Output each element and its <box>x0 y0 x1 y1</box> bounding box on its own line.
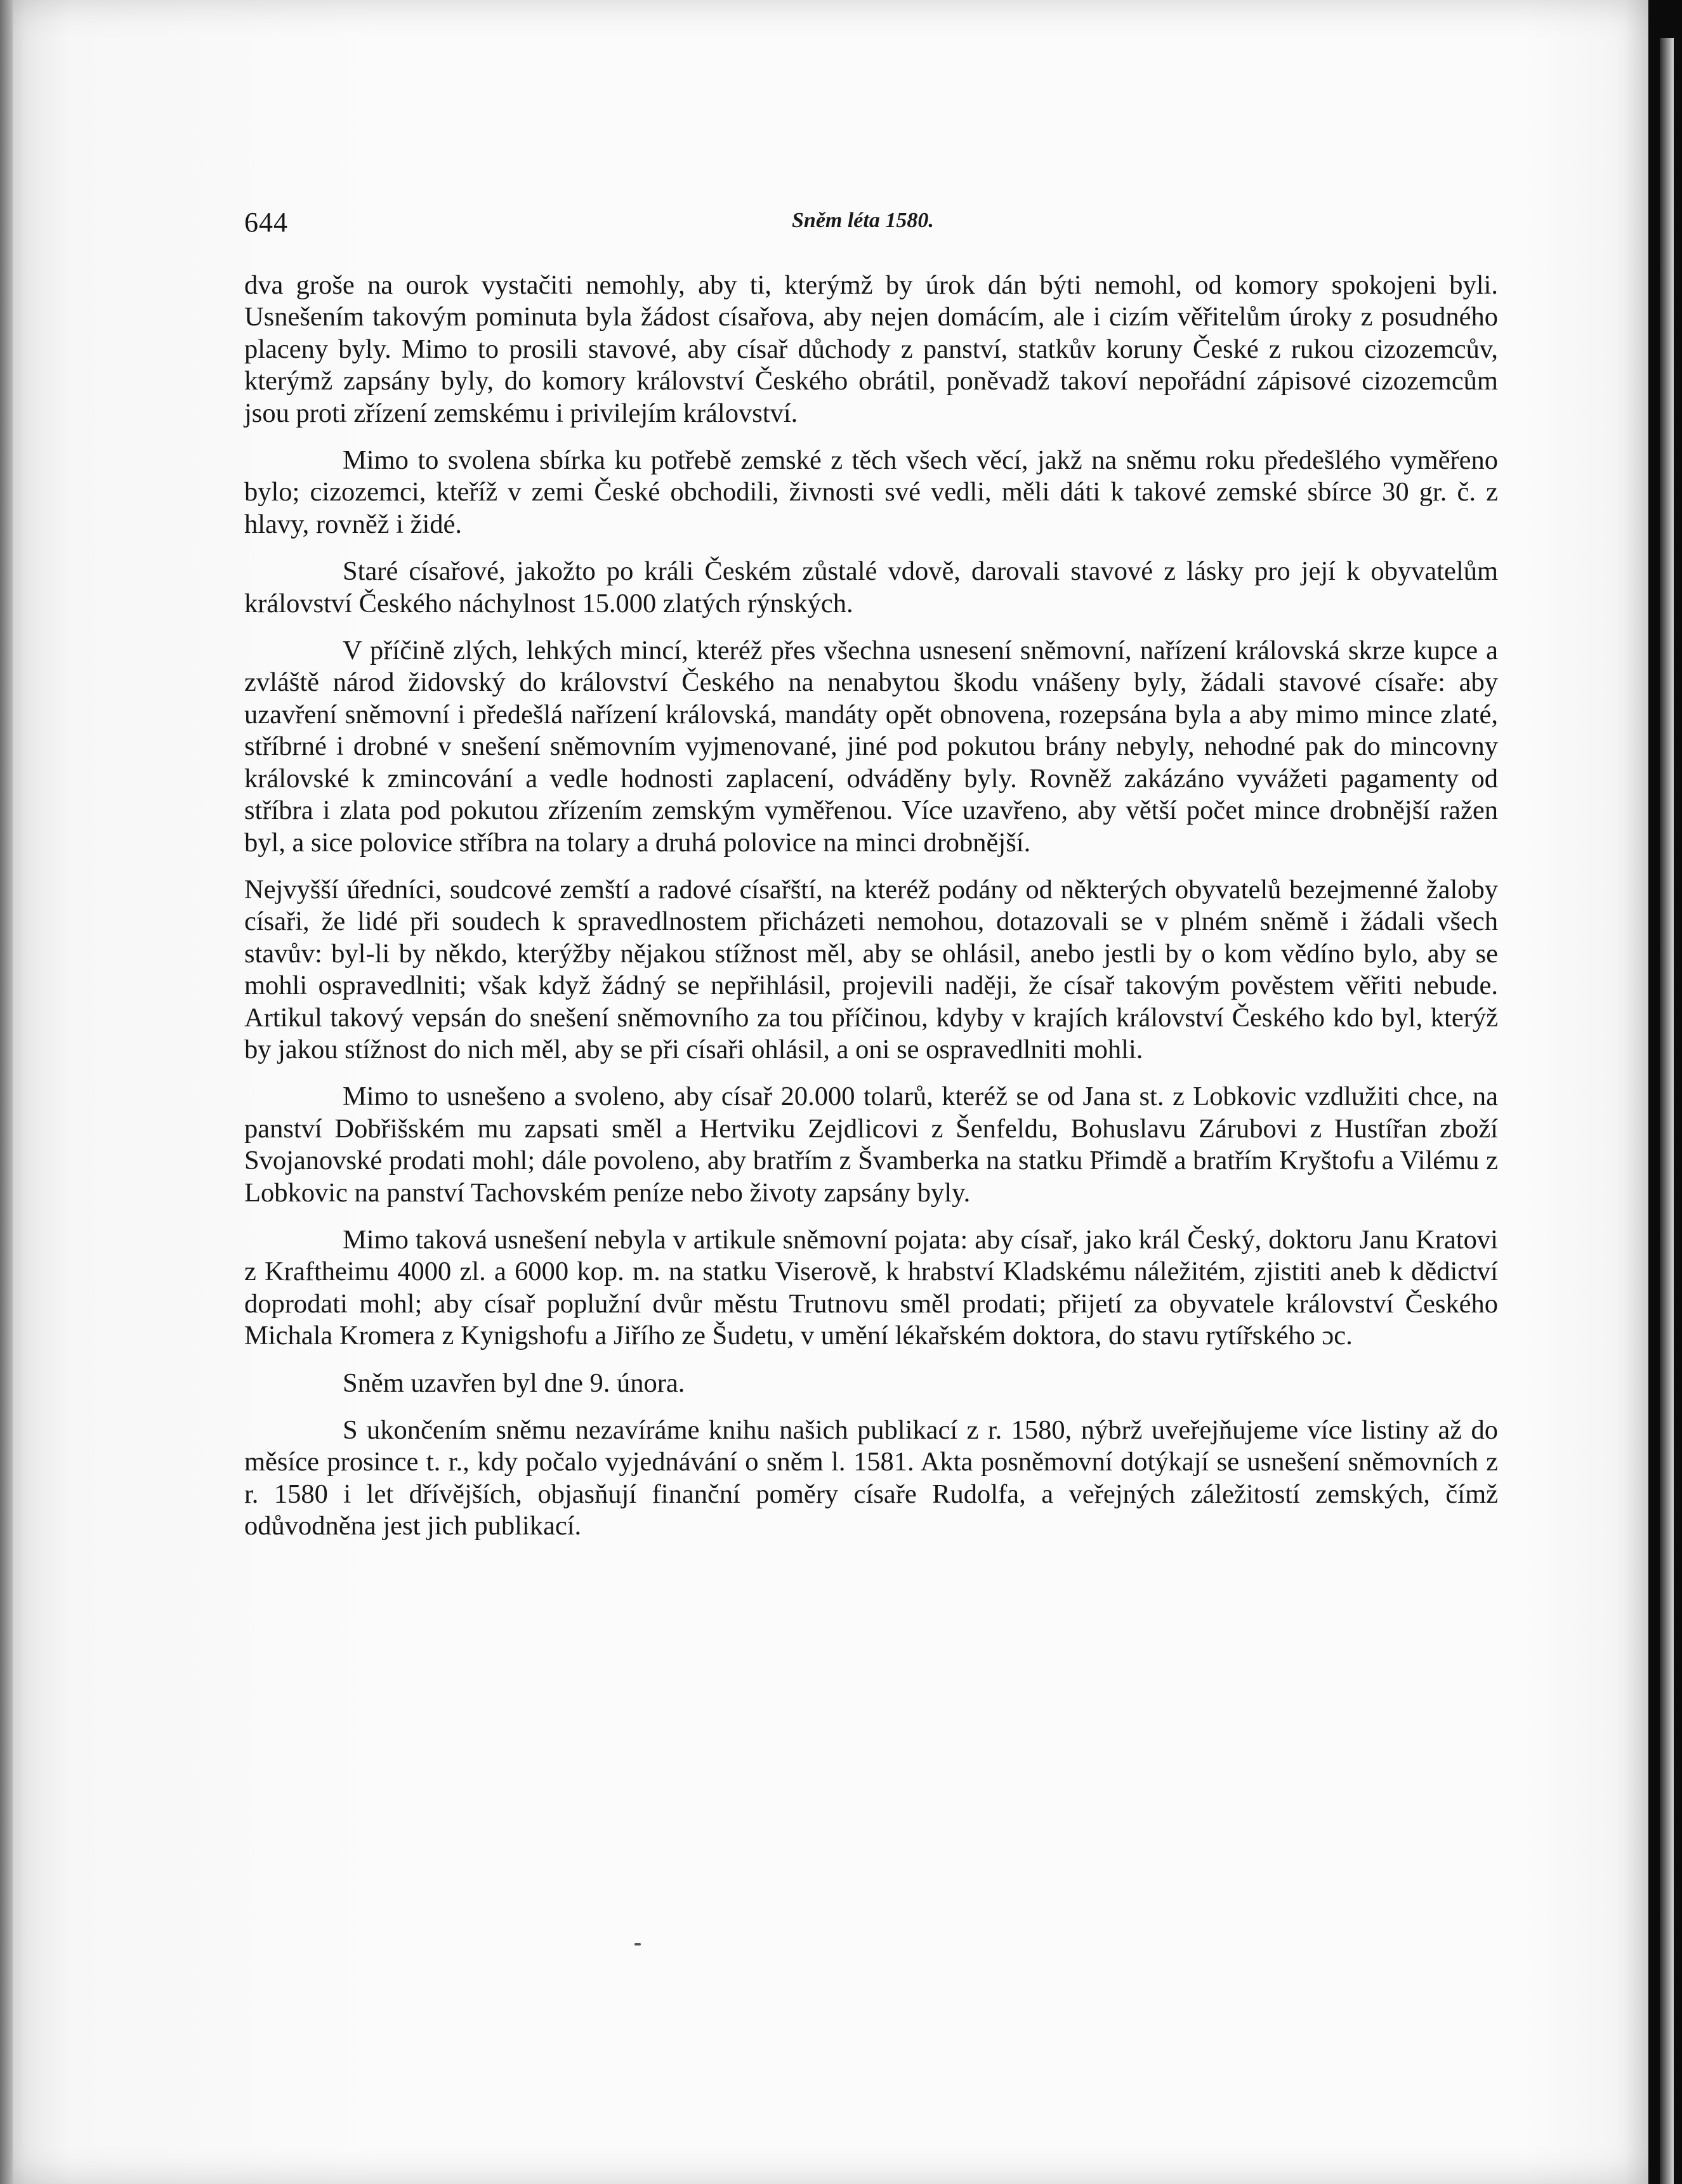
paragraph-1: dva groše na ourok vystačiti nemohly, aby ti, kterýmž by úrok dán býti nemohl, od komory spokojeni byli. Usnešením takovým pominuta byla žádost císařova, aby nejen domácím, ale i cizím věřitelům úroky z posudného placeny byly. Mimo to prosili stavové, aby císař důchody z panství, statkův koruny České z rukou cizozemcův, kterýmž zapsány byly, do komory království Českého obrátil, poněvadž takoví nepořádní zápisové cizozemcům jsou proti zřízení zemskému i privilejím království. <box>244 270 1498 428</box>
paragraph-3: Staré císařové, jakožto po králi Českém zůstalé vdově, darovali stavové z lásky pro její k obyvatelům království Českého náchylnost 15.000 zlatých rýnských. <box>244 556 1498 618</box>
scan-speck <box>634 1943 641 1945</box>
paragraph-7: Mimo taková usnešení nebyla v artikule sněmovní pojata: aby císař, jako král Český, doktoru Janu Kratovi z Kraftheimu 4000 zl. a 6000 kop. m. na statku Viserově, k hrabství Kladskému náležitém, zjistiti aneb k dědictví doprodati mohl; aby císař poplužní dvůr městu Trutnovu směl prodati; přijetí za obyvatele království Českého Michala Kromera z Kynigshofu a Jiřího ze Šudetu, v umění lékařském doktora, do stavu rytířského ɔc. <box>244 1224 1498 1351</box>
page-left-edge-shadow <box>0 0 13 2184</box>
paragraph-4: V příčině zlých, lehkých mincí, kteréž přes všechna usnesení sněmovní, nařízení královská skrze kupce a zvláště národ židovský do království Českého na nenabytou škodu vnášeny byly, žádali stavové císaře: aby uzavření sněmovní i předešlá nařízení královská, mandáty opět obnovena, rozepsána byla a aby mimo mince zlaté, stříbrné i drobné v snešení sněmovním vyjmenované, jiné pod pokutou brány nebyly, nehodné pak do mincovny královské k zmincování a vedle hodnosti zaplacení, odváděny byly. Rovněž zakázáno vyvážeti pagamenty od stříbra i zlata pod pokutou zřízením zemským vyměřenou. Více uzavřeno, aby větší počet mince drobnější ražen byl, a sice polovice stříbra na tolary a druhá polovice na minci drobnější. <box>244 636 1498 858</box>
running-header <box>244 206 1437 244</box>
paragraph-9: S ukončením sněmu nezavíráme knihu našich publikací z r. 1580, nýbrž uveřejňujeme více listiny až do měsíce prosince t. r., kdy počalo vyjednávání o sněm l. 1581. Akta posněmovní dotýkají se usnešení sněmovních z r. 1580 i let dřívějších, objasňují finanční poměry císaře Rudolfa, a veřejných záležitostí zemských, čímž odůvodněna jest jich publikací. <box>244 1415 1498 1541</box>
paragraph-2: Mimo to svolena sbírka ku potřebě zemské z těch všech věcí, jakž na sněmu roku předešlého vyměřeno bylo; cizozemci, kteříž v zemi České obchodili, živnosti své vedli, měli dáti k takové zemské sbírce 30 gr. č. z hlavy, rovněž i židé. <box>244 445 1498 539</box>
body-text <box>244 270 1498 1558</box>
paragraph-6: Mimo to usnešeno a svoleno, aby císař 20.000 tolarů, kteréž se od Jana st. z Lobkovic vzdlužiti chce, na panství Dobřišském mu zapsati směl a Hertviku Zejdlicovi z Šenfeldu, Bohuslavu Zárubovi z Hustířan zboží Svojanovské prodati mohl; dále povoleno, aby bratřím z Švamberka na statku Přimdě a bratřím Kryštofu a Vilému z Lobkovic na panství Tachovském peníze nebo životy zapsány byly. <box>244 1082 1498 1208</box>
page-number: 644 <box>244 207 288 238</box>
adjacent-page-edge <box>1648 0 1682 2184</box>
paragraph-8: Sněm uzavřen byl dne 9. února. <box>343 1368 685 1398</box>
next-page-sliver <box>1660 38 1674 2184</box>
paragraph-5: Nejvyšší úředníci, soudcové zemští a radové císařští, na kteréž podány od některých obyvatelů bezejmenné žaloby císaři, že lidé při soudech k spravedlnostem přicházeti nemohou, dotazovali se v plném sněmě i žádali všech stavův: byl-li by někdo, kterýžby nějakou stížnost měl, aby se ohlásil, anebo jestli by o kom vědíno bylo, aby se mohli ospravedlniti; však když žádný se nepřihlásil, projevili naději, že císař takovým pověstem věřiti nebude. Artikul takový vepsán do snešení sněmovního za tou příčinou, kdyby v krajích království Českého kdo byl, kterýž by jakou stížnost do nich měl, aby se při císaři ohlásil, a oni se ospravedlniti mohli. <box>244 874 1498 1064</box>
running-title: Sněm léta 1580. <box>792 209 934 232</box>
